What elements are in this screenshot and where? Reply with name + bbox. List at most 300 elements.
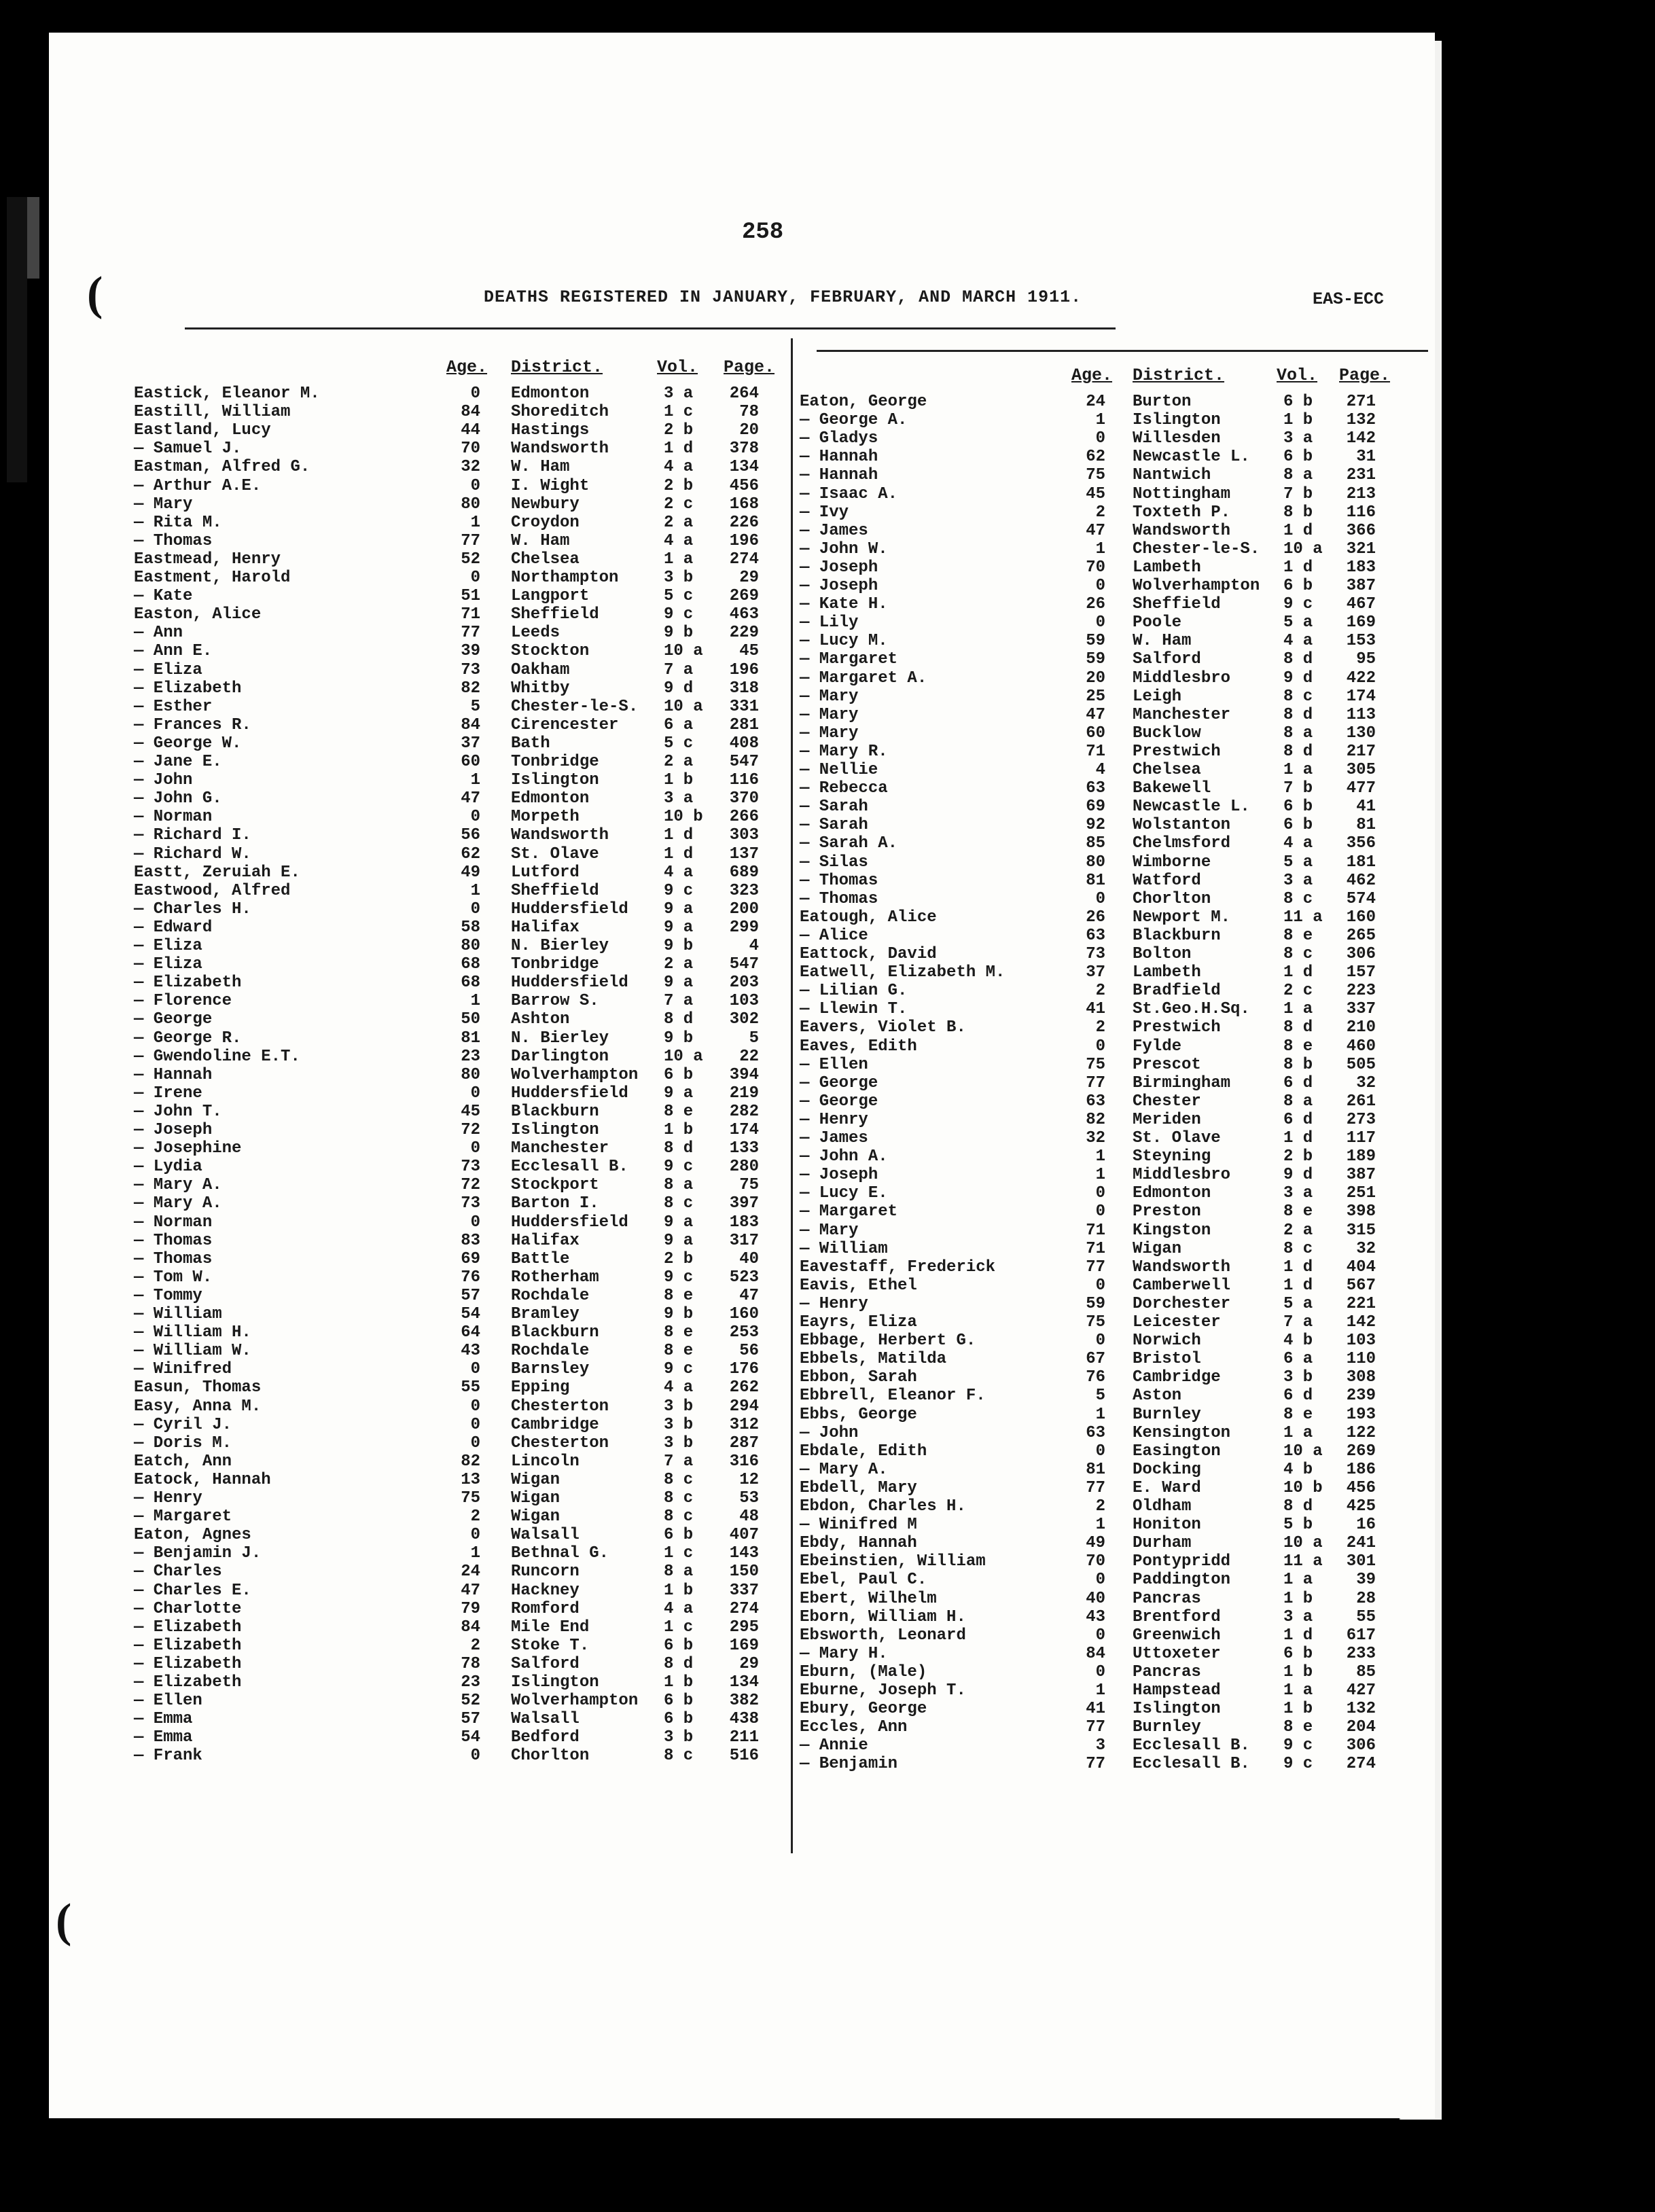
entry-page: 567 <box>1346 1276 1376 1295</box>
entry-age: 82 <box>461 1452 480 1471</box>
entry-age: 39 <box>461 642 480 661</box>
entry-name: — Ann E. <box>134 642 213 661</box>
entry-name: — Ellen <box>134 1692 202 1711</box>
entry-age: 76 <box>461 1268 480 1287</box>
entry-district: Kensington <box>1133 1423 1231 1442</box>
entry-age: 0 <box>470 385 480 403</box>
entry-page: 266 <box>729 808 759 827</box>
entry-district: Wolverhampton <box>511 1065 639 1084</box>
entry-district: Oakham <box>511 660 570 679</box>
entry-page: 456 <box>729 476 759 495</box>
entry-page: 16 <box>1356 1516 1376 1535</box>
entry-name: — John <box>800 1423 859 1442</box>
entry-district: Prescot <box>1133 1055 1201 1074</box>
entry-vol: 2 b <box>664 476 694 495</box>
entry-vol: 9 c <box>664 881 694 900</box>
entry-age: 83 <box>461 1231 480 1250</box>
entry-vol: 10 a <box>1283 1442 1323 1461</box>
entry-page: 273 <box>1346 1110 1376 1129</box>
entry-vol: 10 a <box>1283 539 1323 558</box>
entry-age: 84 <box>461 715 480 734</box>
entry-vol: 3 b <box>664 1397 694 1416</box>
entry-district: Bedford <box>511 1728 580 1747</box>
entry-name: — Norman <box>134 808 213 827</box>
entry-vol: 8 b <box>1283 503 1313 522</box>
entry-name: — Eliza <box>134 955 202 974</box>
entry-page: 153 <box>1346 632 1376 651</box>
entry-name: — Mary <box>800 705 859 724</box>
right-header-district: District. <box>1133 365 1225 385</box>
entry-vol: 8 a <box>1283 724 1313 743</box>
entry-name: — Alice <box>800 926 868 945</box>
entry-vol: 11 a <box>1283 1552 1323 1571</box>
entry-district: Brentford <box>1133 1607 1221 1626</box>
entry-vol: 6 b <box>1283 816 1313 835</box>
entry-page: 55 <box>1356 1607 1376 1626</box>
entry-name: Eavis, Ethel <box>800 1276 917 1295</box>
entry-age: 2 <box>1095 982 1105 1001</box>
entry-name: Eastment, Harold <box>134 569 291 587</box>
entry-age: 81 <box>1086 871 1105 890</box>
entry-name: — Margaret <box>800 650 898 669</box>
entry-district: Newport M. <box>1133 908 1231 927</box>
entry-page: 477 <box>1346 779 1376 798</box>
entry-district: Rotherham <box>511 1268 599 1287</box>
entry-page: 157 <box>1346 963 1376 982</box>
entry-age: 75 <box>1086 466 1105 485</box>
entry-page: 133 <box>729 1139 759 1158</box>
entry-district: Ashton <box>511 1010 570 1029</box>
entry-age: 59 <box>1086 650 1105 669</box>
entry-vol: 8 d <box>1283 742 1313 761</box>
entry-vol: 1 d <box>1283 558 1313 577</box>
entry-page: 239 <box>1346 1387 1376 1406</box>
entry-age: 0 <box>470 1433 480 1452</box>
entry-district: Blackburn <box>511 1323 599 1342</box>
entry-vol: 10 b <box>1283 1478 1323 1497</box>
entry-age: 24 <box>1086 393 1105 411</box>
entry-district: Islington <box>511 1121 599 1139</box>
entry-district: Easington <box>1133 1442 1221 1461</box>
entry-name: Ebbels, Matilda <box>800 1350 947 1369</box>
entry-page: 193 <box>1346 1405 1376 1424</box>
entry-name: — Joseph <box>800 558 878 577</box>
entry-district: Edmonton <box>1133 1184 1211 1203</box>
entry-age: 1 <box>1095 1166 1105 1185</box>
entry-vol: 6 b <box>1283 798 1313 817</box>
entry-age: 44 <box>461 421 480 440</box>
entry-page: 460 <box>1346 1037 1376 1056</box>
entry-age: 0 <box>470 569 480 587</box>
entry-name: Eburn, (Male) <box>800 1662 927 1681</box>
entry-vol: 3 a <box>1283 1607 1313 1626</box>
entry-name: — Kate H. <box>800 595 888 614</box>
entry-age: 1 <box>1095 539 1105 558</box>
entry-vol: 8 c <box>664 1470 694 1489</box>
entry-page: 265 <box>1346 926 1376 945</box>
entry-name: Eaves, Edith <box>800 1037 917 1056</box>
entry-page: 356 <box>1346 834 1376 853</box>
entry-district: Shoreditch <box>511 403 609 422</box>
entry-age: 0 <box>470 1084 480 1103</box>
entry-vol: 3 a <box>664 385 694 403</box>
entry-age: 49 <box>1086 1534 1105 1553</box>
entry-vol: 8 a <box>1283 1092 1313 1111</box>
entry-page: 366 <box>1346 521 1376 540</box>
entry-district: Bristol <box>1133 1350 1201 1369</box>
entry-vol: 1 d <box>664 844 694 863</box>
register-page <box>49 33 1435 2118</box>
entry-district: Oldham <box>1133 1497 1192 1516</box>
entry-name: Eastman, Alfred G. <box>134 458 310 477</box>
left-header-page: Page. <box>724 357 775 377</box>
entry-page: 150 <box>729 1563 759 1582</box>
entry-district: Wolverhampton <box>511 1692 639 1711</box>
entry-name: — Mary A. <box>134 1176 222 1195</box>
entry-vol: 1 c <box>664 1618 694 1637</box>
surname-range: EAS-ECC <box>1313 289 1385 309</box>
entry-page: 547 <box>729 753 759 771</box>
entry-age: 72 <box>461 1176 480 1195</box>
entry-vol: 9 c <box>1283 1755 1313 1774</box>
entry-page: 223 <box>1346 982 1376 1001</box>
entry-page: 370 <box>729 789 759 808</box>
entry-district: Huddersfield <box>511 899 628 918</box>
entry-vol: 10 a <box>1283 1534 1323 1553</box>
entry-district: Middlesbro <box>1133 668 1231 688</box>
entry-age: 57 <box>461 1710 480 1729</box>
entry-vol: 9 c <box>1283 595 1313 614</box>
entry-name: — Mary A. <box>800 1460 888 1479</box>
entry-vol: 9 c <box>1283 1736 1313 1755</box>
entry-district: Steyning <box>1133 1147 1211 1166</box>
entry-vol: 2 b <box>664 421 694 440</box>
entry-vol: 8 d <box>1283 1497 1313 1516</box>
entry-age: 60 <box>1086 724 1105 743</box>
entry-name: — Florence <box>134 992 232 1011</box>
entry-name: — Sarah <box>800 798 868 817</box>
entry-district: Salford <box>511 1654 580 1673</box>
entry-name: Eastt, Zeruiah E. <box>134 863 300 882</box>
entry-district: Leigh <box>1133 687 1182 706</box>
entry-page: 274 <box>729 1599 759 1618</box>
entry-vol: 8 a <box>1283 466 1313 485</box>
entry-vol: 3 b <box>664 569 694 587</box>
entry-name: Ebbrell, Eleanor F. <box>800 1387 986 1406</box>
entry-name: — William <box>800 1239 888 1258</box>
entry-district: Huddersfield <box>511 1213 628 1232</box>
entry-vol: 2 a <box>664 753 694 771</box>
entry-name: — Joseph <box>800 577 878 595</box>
entry-age: 80 <box>461 495 480 514</box>
entry-name: Eavers, Violet B. <box>800 1018 966 1037</box>
entry-vol: 9 b <box>664 624 694 643</box>
entry-district: Wolverhampton <box>1133 577 1260 595</box>
entry-vol: 8 e <box>1283 926 1313 945</box>
entry-district: Cambridge <box>1133 1368 1221 1387</box>
entry-vol: 5 c <box>664 734 694 753</box>
entry-page: 132 <box>1346 1700 1376 1719</box>
entry-district: Preston <box>1133 1202 1201 1221</box>
entry-district: Meriden <box>1133 1110 1201 1129</box>
entry-name: Easton, Alice <box>134 605 262 624</box>
entry-age: 2 <box>1095 1497 1105 1516</box>
entry-name: — Henry <box>134 1489 202 1508</box>
entry-vol: 1 d <box>1283 521 1313 540</box>
entry-district: Croydon <box>511 513 580 532</box>
entry-page: 425 <box>1346 1497 1376 1516</box>
entry-vol: 8 e <box>664 1286 694 1305</box>
entry-vol: 10 a <box>664 697 703 716</box>
entry-district: Leeds <box>511 624 560 643</box>
entry-vol: 8 e <box>1283 1202 1313 1221</box>
entry-age: 64 <box>461 1323 480 1342</box>
entry-page: 110 <box>1346 1350 1376 1369</box>
entry-vol: 9 a <box>664 974 694 993</box>
entry-age: 0 <box>1095 1332 1105 1351</box>
entry-name: — Charlotte <box>134 1599 242 1618</box>
entry-age: 62 <box>461 844 480 863</box>
entry-age: 0 <box>1095 1184 1105 1203</box>
entry-vol: 9 a <box>664 1084 694 1103</box>
entry-vol: 1 a <box>1283 1423 1313 1442</box>
entry-vol: 9 b <box>664 937 694 955</box>
entry-name: — Lydia <box>134 1158 202 1177</box>
entry-vol: 8 a <box>664 1563 694 1582</box>
entry-page: 20 <box>739 421 759 440</box>
entry-district: St. Olave <box>511 844 599 863</box>
entry-page: 41 <box>1356 798 1376 817</box>
entry-name: — Winifred <box>134 1360 232 1379</box>
entry-district: Pontypridd <box>1133 1552 1231 1571</box>
entry-name: — John T. <box>134 1102 222 1121</box>
entry-district: Aston <box>1133 1387 1182 1406</box>
entry-page: 456 <box>1346 1478 1376 1497</box>
entry-page: 29 <box>739 569 759 587</box>
entry-age: 81 <box>1086 1460 1105 1479</box>
entry-page: 233 <box>1346 1644 1376 1663</box>
entry-age: 0 <box>470 1526 480 1545</box>
entry-name: — Ann <box>134 624 183 643</box>
entry-name: Ebsworth, Leonard <box>800 1626 966 1645</box>
entry-age: 63 <box>1086 926 1105 945</box>
entry-age: 84 <box>461 1618 480 1637</box>
right-column <box>800 365 1431 1819</box>
entry-page: 174 <box>1346 687 1376 706</box>
entry-district: Ecclesall B. <box>1133 1736 1250 1755</box>
entry-vol: 9 c <box>664 1268 694 1287</box>
entry-age: 63 <box>1086 1423 1105 1442</box>
entry-vol: 3 a <box>1283 871 1313 890</box>
entry-vol: 4 b <box>1283 1332 1313 1351</box>
entry-age: 55 <box>461 1378 480 1397</box>
entry-age: 72 <box>461 1121 480 1139</box>
entry-district: Bakewell <box>1133 779 1211 798</box>
entry-vol: 8 e <box>1283 1718 1313 1737</box>
entry-age: 5 <box>470 697 480 716</box>
entry-district: Prestwich <box>1133 1018 1221 1037</box>
entry-name: — Elizabeth <box>134 679 242 698</box>
entry-age: 71 <box>461 605 480 624</box>
entry-page: 241 <box>1346 1534 1376 1553</box>
entry-age: 76 <box>1086 1368 1105 1387</box>
right-header-vol: Vol. <box>1277 365 1318 385</box>
entry-age: 69 <box>461 1249 480 1268</box>
entry-page: 103 <box>1346 1332 1376 1351</box>
entry-vol: 1 d <box>664 440 694 459</box>
entry-name: — Margaret <box>134 1508 232 1527</box>
entry-name: Eatough, Alice <box>800 908 937 927</box>
entry-district: Epping <box>511 1378 570 1397</box>
entry-page: 32 <box>1356 1073 1376 1092</box>
entry-name: — George <box>800 1073 878 1092</box>
entry-district: Edmonton <box>511 385 590 403</box>
entry-name: — Annie <box>800 1736 868 1755</box>
entry-district: Edmonton <box>511 789 590 808</box>
entry-page: 689 <box>729 863 759 882</box>
entry-page: 262 <box>729 1378 759 1397</box>
entry-vol: 10 a <box>664 642 703 661</box>
entry-page: 301 <box>1346 1552 1376 1571</box>
entry-page: 306 <box>1346 945 1376 963</box>
entry-name: Ebdell, Mary <box>800 1478 917 1497</box>
entry-page: 316 <box>729 1452 759 1471</box>
entry-age: 52 <box>461 1692 480 1711</box>
entry-age: 32 <box>1086 1129 1105 1147</box>
entry-page: 251 <box>1346 1184 1376 1203</box>
entry-page: 387 <box>1346 577 1376 595</box>
entry-name: — Thomas <box>134 1231 213 1250</box>
entry-vol: 1 a <box>1283 1681 1313 1700</box>
entry-district: Bethnal G. <box>511 1544 609 1563</box>
entry-district: Uttoxeter <box>1133 1644 1221 1663</box>
entry-page: 78 <box>739 403 759 422</box>
entry-page: 287 <box>729 1433 759 1452</box>
entry-district: Bucklow <box>1133 724 1201 743</box>
entry-vol: 6 b <box>664 1692 694 1711</box>
entry-age: 92 <box>1086 816 1105 835</box>
entry-vol: 6 b <box>1283 393 1313 411</box>
entry-page: 318 <box>729 679 759 698</box>
entry-age: 80 <box>1086 853 1105 872</box>
entry-name: — Charles H. <box>134 899 251 918</box>
entry-page: 315 <box>1346 1221 1376 1240</box>
entry-page: 40 <box>739 1249 759 1268</box>
entry-district: Runcorn <box>511 1563 580 1582</box>
entry-vol: 7 a <box>664 1452 694 1471</box>
entry-district: Newbury <box>511 495 580 514</box>
entry-page: 134 <box>729 458 759 477</box>
right-header-age: Age. <box>1071 365 1113 385</box>
entry-page: 387 <box>1346 1166 1376 1185</box>
entry-district: I. Wight <box>511 476 590 495</box>
entry-age: 2 <box>470 1508 480 1527</box>
entry-district: St.Geo.H.Sq. <box>1133 1000 1250 1019</box>
entry-name: — Doris M. <box>134 1433 232 1452</box>
binding-edge-shadow <box>27 197 39 279</box>
entry-district: Greenwich <box>1133 1626 1221 1645</box>
entry-name: — Mary A. <box>134 1194 222 1213</box>
entry-page: 271 <box>1346 393 1376 411</box>
entry-name: Ebeinstien, William <box>800 1552 986 1571</box>
entry-name: — Ivy <box>800 503 849 522</box>
entry-vol: 9 a <box>664 1213 694 1232</box>
entry-name: — Tom W. <box>134 1268 213 1287</box>
entry-page: 122 <box>1346 1423 1376 1442</box>
entry-vol: 9 c <box>664 1158 694 1177</box>
entry-age: 0 <box>1095 1037 1105 1056</box>
entry-name: — Benjamin J. <box>134 1544 262 1563</box>
entry-name: — Thomas <box>134 1249 213 1268</box>
entry-age: 43 <box>461 1342 480 1361</box>
entry-name: — George A. <box>800 411 908 430</box>
entry-name: — Richard W. <box>134 844 251 863</box>
entry-vol: 8 a <box>664 1176 694 1195</box>
entry-name: — Esther <box>134 697 213 716</box>
entry-district: Pancras <box>1133 1589 1201 1608</box>
entry-age: 0 <box>1095 577 1105 595</box>
entry-age: 47 <box>1086 521 1105 540</box>
entry-page: 143 <box>729 1544 759 1563</box>
entry-age: 78 <box>461 1654 480 1673</box>
entry-district: W. Ham <box>511 531 570 550</box>
entry-page: 382 <box>729 1692 759 1711</box>
entry-page: 31 <box>1356 448 1376 467</box>
entry-district: Wandsworth <box>1133 521 1231 540</box>
entry-vol: 1 d <box>1283 1276 1313 1295</box>
entry-age: 1 <box>470 992 480 1011</box>
entry-district: Chester <box>1133 1092 1201 1111</box>
entry-name: — James <box>800 1129 868 1147</box>
entry-vol: 6 b <box>1283 1644 1313 1663</box>
entry-name: — Josephine <box>134 1139 242 1158</box>
entry-name: — Cyril J. <box>134 1415 232 1434</box>
entry-age: 67 <box>1086 1350 1105 1369</box>
entry-age: 58 <box>461 918 480 937</box>
entry-page: 4 <box>749 937 759 955</box>
entry-district: Romford <box>511 1599 580 1618</box>
entry-name: — Mary R. <box>800 742 888 761</box>
entry-page: 463 <box>729 605 759 624</box>
entry-name: — Lucy M. <box>800 632 888 651</box>
entry-district: Stockport <box>511 1176 599 1195</box>
entry-district: Wolstanton <box>1133 816 1231 835</box>
entry-name: — Norman <box>134 1213 213 1232</box>
entry-district: Chorlton <box>1133 889 1211 908</box>
entry-name: — Emma <box>134 1710 193 1729</box>
entry-name: Easun, Thomas <box>134 1378 262 1397</box>
entry-page: 295 <box>729 1618 759 1637</box>
entry-page: 337 <box>1346 1000 1376 1019</box>
entry-vol: 6 b <box>1283 577 1313 595</box>
entry-name: — Thomas <box>134 531 213 550</box>
entry-page: 294 <box>729 1397 759 1416</box>
entry-page: 408 <box>729 734 759 753</box>
entry-vol: 11 a <box>1283 908 1323 927</box>
entry-district: Barnsley <box>511 1360 590 1379</box>
entry-page: 217 <box>1346 742 1376 761</box>
entry-age: 26 <box>1086 595 1105 614</box>
entry-page: 398 <box>1346 1202 1376 1221</box>
entry-vol: 8 c <box>664 1508 694 1527</box>
entry-page: 323 <box>729 881 759 900</box>
entry-age: 20 <box>1086 668 1105 688</box>
entry-vol: 1 b <box>664 1121 694 1139</box>
entry-vol: 3 a <box>1283 1184 1313 1203</box>
entry-district: Middlesbro <box>1133 1166 1231 1185</box>
entry-district: Blackburn <box>1133 926 1221 945</box>
entry-age: 13 <box>461 1470 480 1489</box>
